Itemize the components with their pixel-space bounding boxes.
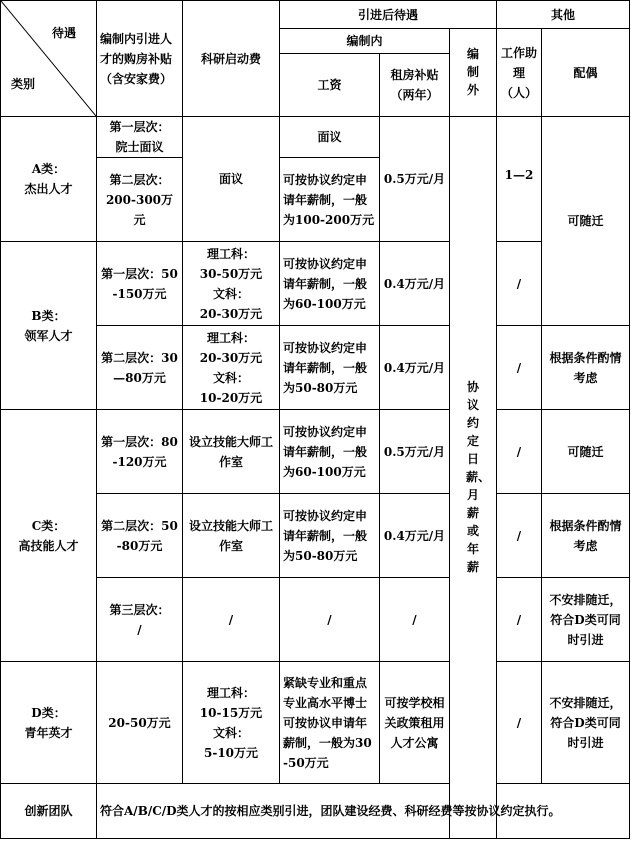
b-rent2: 0.4万元/月 [380,326,450,410]
category-c: C类： 高技能人才 [1,410,97,662]
a-salary1: 面议 [280,117,380,158]
a-research: 面议 [183,117,280,242]
c-spouse2: 根据条件酌情考虑 [542,494,630,578]
category-a: A类： 杰出人才 [1,117,97,242]
d-salary: 紧缺专业和重点专业高水平博士可按协议申请年薪制，一般为30-50万元 [280,662,380,784]
c-rent3: / [380,578,450,662]
a-rent: 0.5万元/月 [380,117,450,242]
d-assistant: / [497,662,542,784]
c-tier2: 第二层次：50-80万元 [97,494,183,578]
b-research1: 理工科： 30-50万元 文科： 20-30万元 [183,242,280,326]
header-corner-top: 待遇 [51,26,76,40]
c-assistant2: / [497,494,542,578]
header-after-intro: 引进后待遇 [280,1,497,29]
c-tier1: 第一层次：80-120万元 [97,410,183,494]
d-research: 理工科： 10-15万元 文科： 5-10万元 [183,662,280,784]
b-research2: 理工科： 20-30万元 文科： 10-20万元 [183,326,280,410]
b-assistant2: / [497,326,542,410]
header-out-staff-text: 编制外 [466,47,479,97]
innovation-label: 创新团队 [1,784,97,839]
b-salary2: 可按协议约定申请年薪制，一般为50-80万元 [280,326,380,410]
out-staff-value [450,117,497,839]
b-spouse2: 根据条件酌情考虑 [542,326,630,410]
b-assistant1: / [497,242,542,326]
a-salary2: 可按协议约定申请年薪制，一般为100-200万元 [280,158,380,242]
d-rent: 可按学校相关政策租用人才公寓 [380,662,450,784]
category-d: D类： 青年英才 [1,662,97,784]
c-salary1: 可按协议约定申请年薪制，一般为60-100万元 [280,410,380,494]
header-research-fund: 科研启动费 [183,1,280,117]
header-housing-subsidy: 编制内引进人才的购房补贴（含安家费） [97,1,183,117]
header-corner-cell [1,1,97,117]
d-spouse: 不安排随迁，符合D类可同时引进 [542,662,630,784]
header-other: 其他 [497,1,630,29]
out-staff-value-text: 协议约定日薪、月薪或年薪 [466,380,491,574]
b-tier2: 第二层次：30—80万元 [97,326,183,410]
b-salary1: 可按协议约定申请年薪制，一般为60-100万元 [280,242,380,326]
c-assistant3: / [497,578,542,662]
header-assistant: 工作助理（人） [497,29,542,117]
header-corner-bottom: 类别 [11,77,36,91]
a-tier1: 第一层次： 院士面议 [97,117,183,158]
header-out-staff [450,29,497,117]
c-tier3: 第三层次： / [97,578,183,662]
c-rent2: 0.4万元/月 [380,494,450,578]
c-research1: 设立技能大师工作室 [183,410,280,494]
c-rent1: 0.5万元/月 [380,410,450,494]
c-research2: 设立技能大师工作室 [183,494,280,578]
c-spouse3: 不安排随迁，符合D类可同时引进 [542,578,630,662]
c-spouse1: 可随迁 [542,410,630,494]
header-rent-subsidy: 租房补贴（两年） [380,54,450,117]
b-tier1: 第一层次：50-150万元 [97,242,183,326]
b-rent1: 0.4万元/月 [380,242,450,326]
c-salary3: / [280,578,380,662]
c-assistant1: / [497,410,542,494]
a-spouse: 可随迁 [542,117,630,326]
c-salary2: 可按协议约定申请年薪制，一般为50-80万元 [280,494,380,578]
diagonal-divider [1,1,96,116]
header-salary: 工资 [280,54,380,117]
c-research3: / [183,578,280,662]
header-in-staff: 编制内 [280,29,450,54]
a-tier2: 第二层次： 200-300万元 [97,158,183,242]
d-housing: 20-50万元 [97,662,183,784]
innovation-text: 符合A/B/C/D类人才的按相应类别引进，团队建设经费、科研经费等按协议约定执行。 [97,784,630,839]
category-b: B类： 领军人才 [1,242,97,410]
a-assistant: 1—2 [497,117,542,242]
header-spouse: 配偶 [542,29,630,117]
